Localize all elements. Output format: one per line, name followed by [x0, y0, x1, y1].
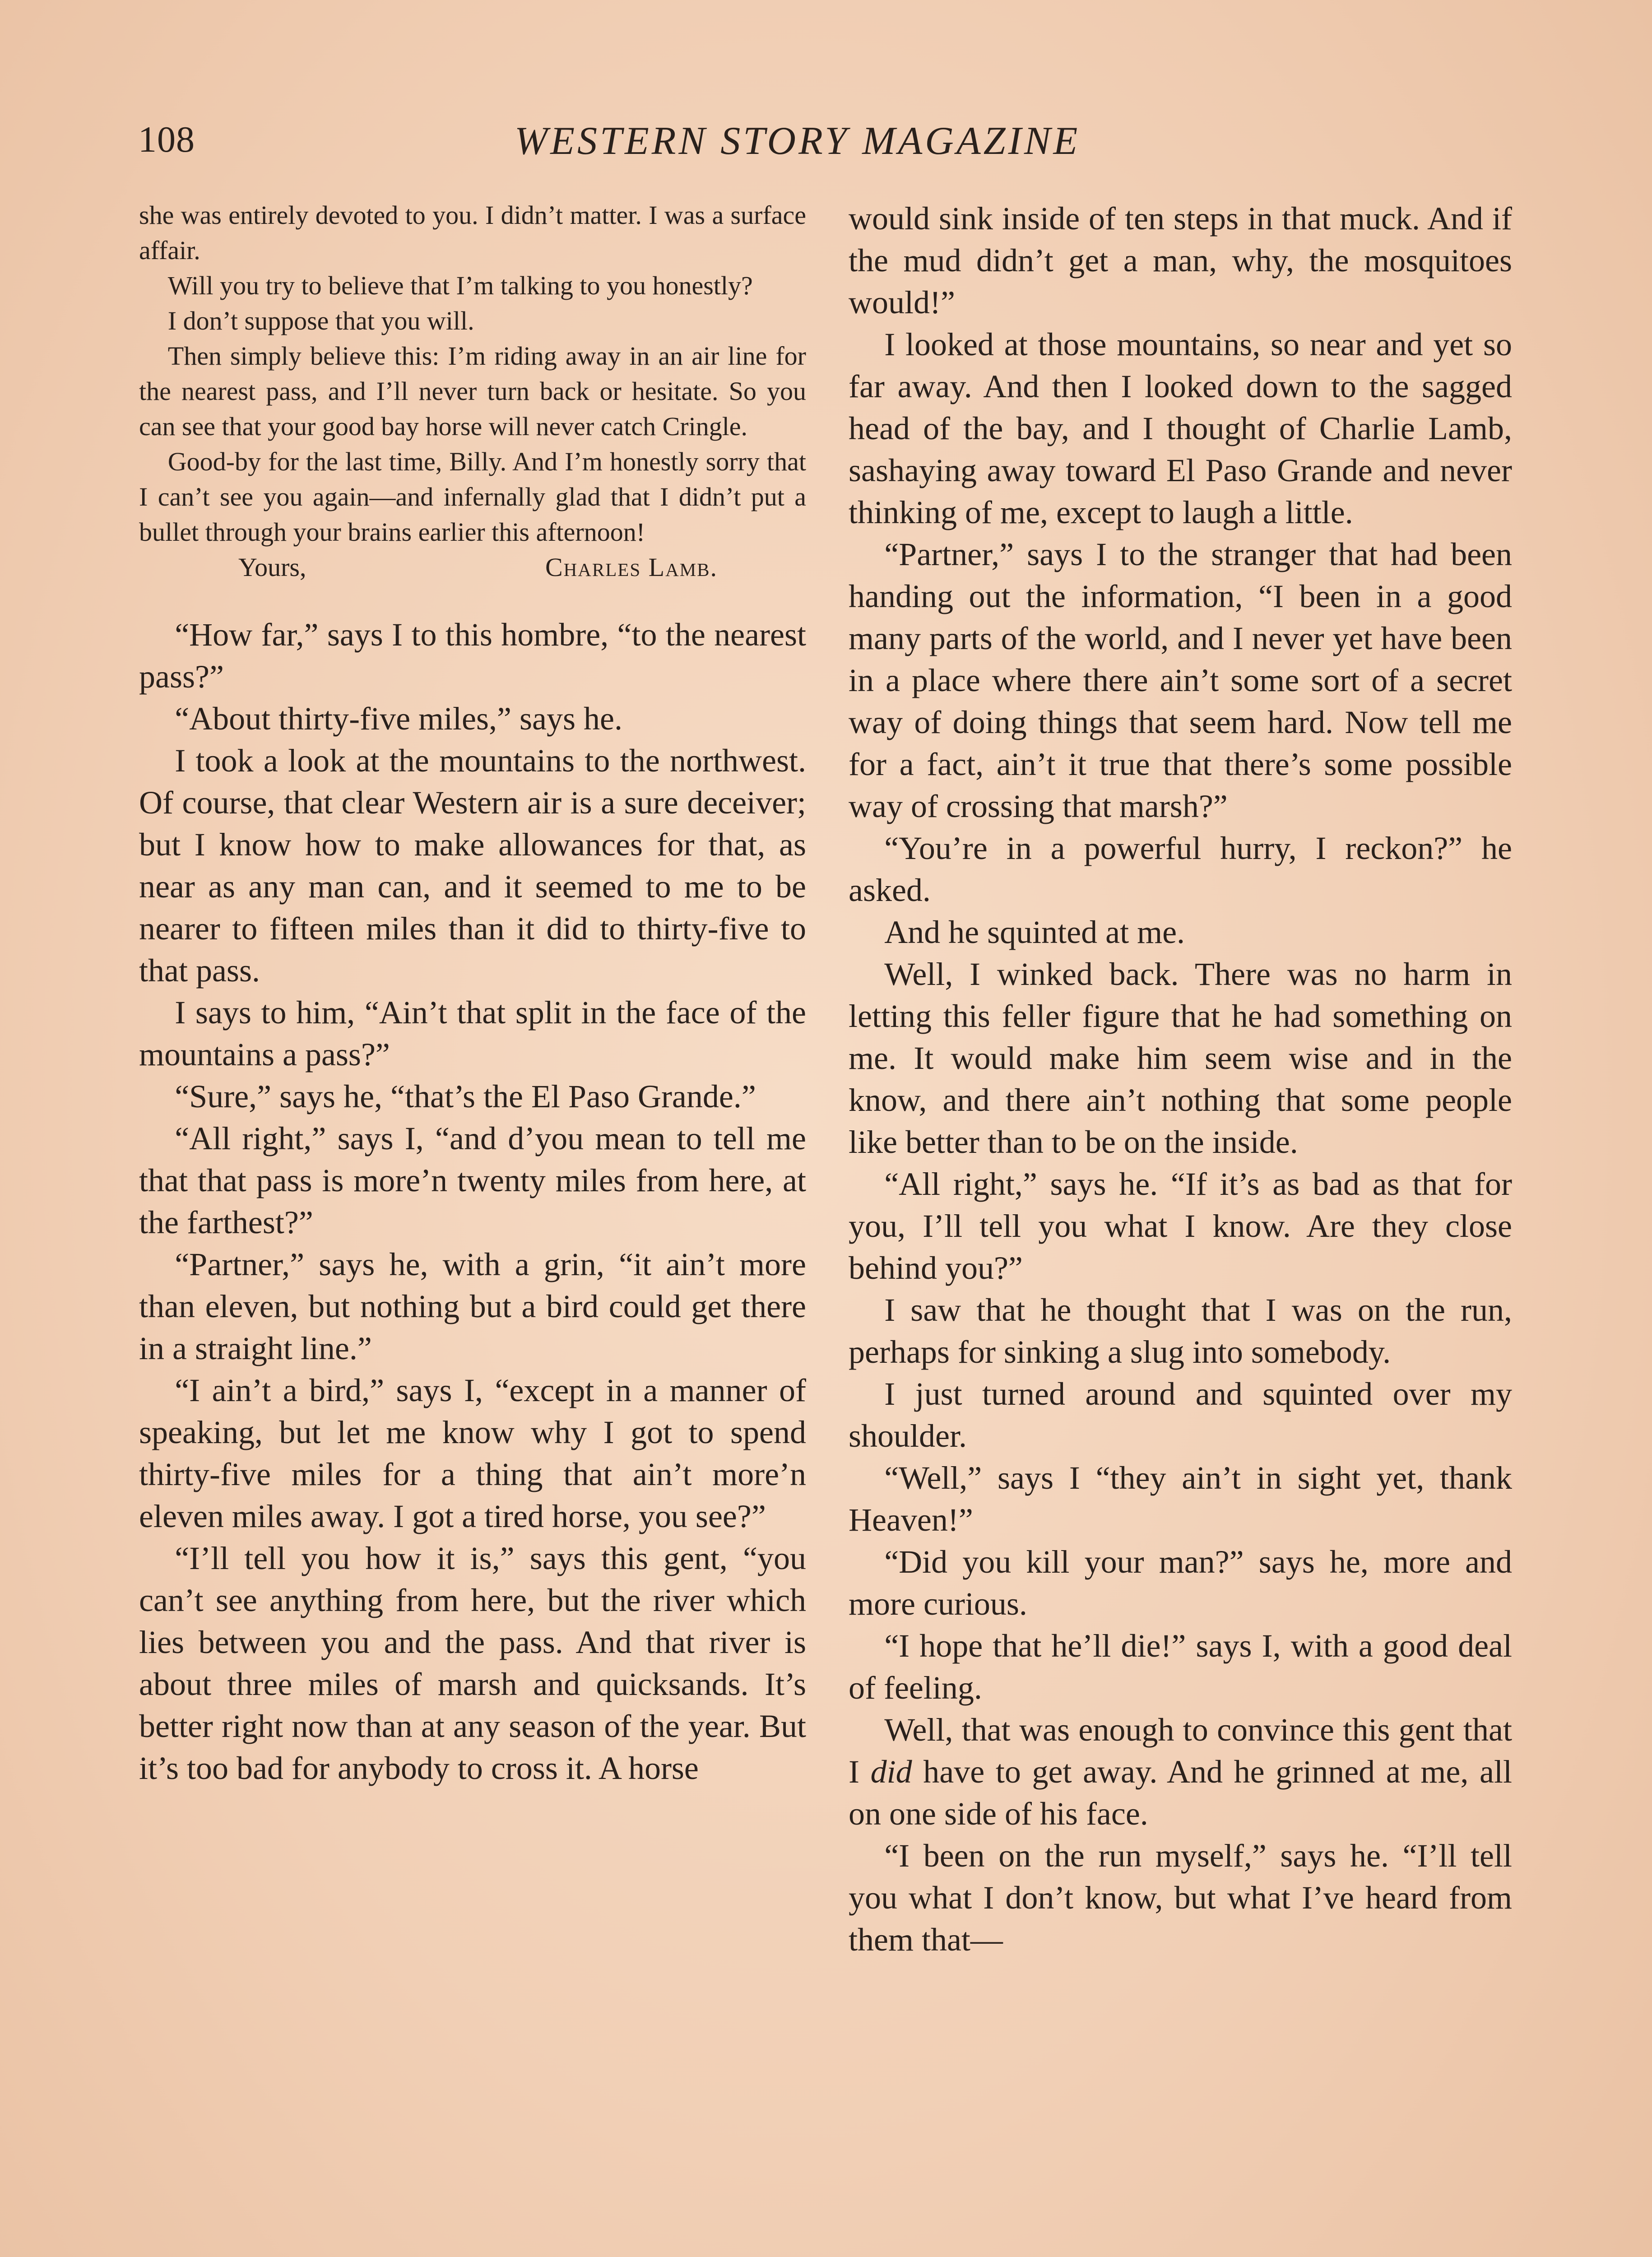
- story-paragraph: “Partner,” says I to the stranger that had been handing out the information, “I been in a good many parts of the world, and I never yet have been in a place where there ain’t some sort of a secret way of doing things that seem hard. Now tell me for a fact, ain’t it true that there’s some possible way of crossing that marsh?”: [849, 536, 1512, 824]
- story-text: have to get away. And he grinned at me, all on one side of his face.: [849, 1754, 1512, 1832]
- running-title: WESTERN STORY MAGAZINE: [515, 119, 1081, 163]
- emphasized-word: did: [870, 1754, 912, 1790]
- right-column: [849, 198, 1512, 2257]
- story-paragraph: “Did you kill your man?” says he, more and more curious.: [849, 1544, 1512, 1622]
- story-paragraph: “About thirty-five miles,” says he.: [175, 701, 622, 737]
- story-paragraph: “Well,” says I “they ain’t in sight yet, thank Heaven!”: [849, 1460, 1512, 1538]
- story-paragraph: Well, I winked back. There was no harm in letting this feller figure that he had something on me. It would make him seem wise and in the know, and there ain’t nothing that some people like better than to be on the inside.: [849, 956, 1512, 1160]
- letter-paragraph: Then simply believe this: I’m riding away in an air line for the nearest pass, and I’ll never turn back or hesitate. So you can see that your good bay horse will never catch Cringle.: [139, 341, 806, 441]
- story-paragraph: “I ain’t a bird,” says I, “except in a manner of speaking, but let me know why I got to spend thirty-five miles for a thing that ain’t more’n eleven miles away. I got a tired horse, you see?”: [139, 1372, 806, 1534]
- page-header: [0, 0, 1652, 199]
- letter-paragraph: Good-by for the last time, Billy. And I’m honestly sorry that I can’t see you again—and infernally glad that I didn’t put a bullet through your brains earlier this afternoon!: [139, 447, 806, 547]
- story-paragraph: I took a look at the mountains to the northwest. Of course, that clear Western air is a sure deceiver; but I know how to make allowances for that, as near as any man can, and it seemed to me to be nearer to fifteen miles than it did to thirty-five to that pass.: [139, 743, 806, 989]
- story-paragraph: I says to him, “Ain’t that split in the face of the mountains a pass?”: [139, 994, 806, 1073]
- left-story-text: [139, 614, 806, 1789]
- story-paragraph: I saw that he thought that I was on the run, perhaps for sinking a slug into somebody.: [849, 1292, 1512, 1370]
- right-story-text: [849, 198, 1512, 1961]
- story-paragraph: And he squinted at me.: [884, 914, 1185, 950]
- story-paragraph: “How far,” says I to this hombre, “to the nearest pass?”: [139, 617, 806, 695]
- page-number: 108: [138, 119, 195, 160]
- left-column: [139, 198, 806, 2257]
- letter-signoff: [139, 550, 806, 585]
- story-paragraph: “Sure,” says he, “that’s the El Paso Grande.”: [175, 1078, 756, 1115]
- story-paragraph: I just turned around and squinted over my shoulder.: [849, 1376, 1512, 1454]
- story-paragraph: “I’ll tell you how it is,” says this gent, “you can’t see anything from here, but the river which lies between you and the pass. And that river is about three miles of marsh and quicksands. It’s better right now than at any season of the year. But it’s too bad for anybody to cross it. A horse: [139, 1540, 806, 1786]
- story-paragraph: I looked at those mountains, so near and yet so far away. And then I looked down to the sagged head of the bay, and I thought of Charlie Lamb, sashaying away toward El Paso Grande and never thinking of me, except to laugh a little.: [849, 326, 1512, 530]
- story-paragraph-with-emphasis: [849, 1709, 1512, 1835]
- letter-paragraph: she was entirely devoted to you. I didn’t matter. I was a surface affair.: [139, 200, 806, 265]
- story-paragraph: “Partner,” says he, with a grin, “it ain’t more than eleven, but nothing but a bird could get there in a straight line.”: [139, 1246, 806, 1366]
- story-paragraph: “All right,” says he. “If it’s as bad as that for you, I’ll tell you what I know. Are they close behind you?”: [849, 1166, 1512, 1286]
- story-paragraph-continuation: would sink inside of ten steps in that muck. And if the mud didn’t get a man, why, the mosquitoes would!”: [849, 200, 1512, 320]
- letter-paragraph: I don’t suppose that you will.: [167, 306, 474, 335]
- letter-signature: Charles Lamb.: [545, 553, 718, 582]
- story-paragraph: “You’re in a powerful hurry, I reckon?” he asked.: [849, 830, 1512, 908]
- letter-block: [139, 198, 806, 585]
- story-paragraph: “I been on the run myself,” says he. “I’ll tell you what I don’t know, but what I’ve heard from them that—: [849, 1838, 1512, 1958]
- story-text: Well, that was enough to convince this gent that I: [849, 1712, 1512, 1790]
- story-paragraph: “I hope that he’ll die!” says I, with a good deal of feeling.: [849, 1628, 1512, 1706]
- letter-closing: Yours,: [238, 553, 306, 582]
- letter-paragraph: Will you try to believe that I’m talking to you honestly?: [167, 271, 753, 300]
- story-paragraph: “All right,” says I, “and d’you mean to tell me that that pass is more’n twenty miles from here, at the farthest?”: [139, 1120, 806, 1240]
